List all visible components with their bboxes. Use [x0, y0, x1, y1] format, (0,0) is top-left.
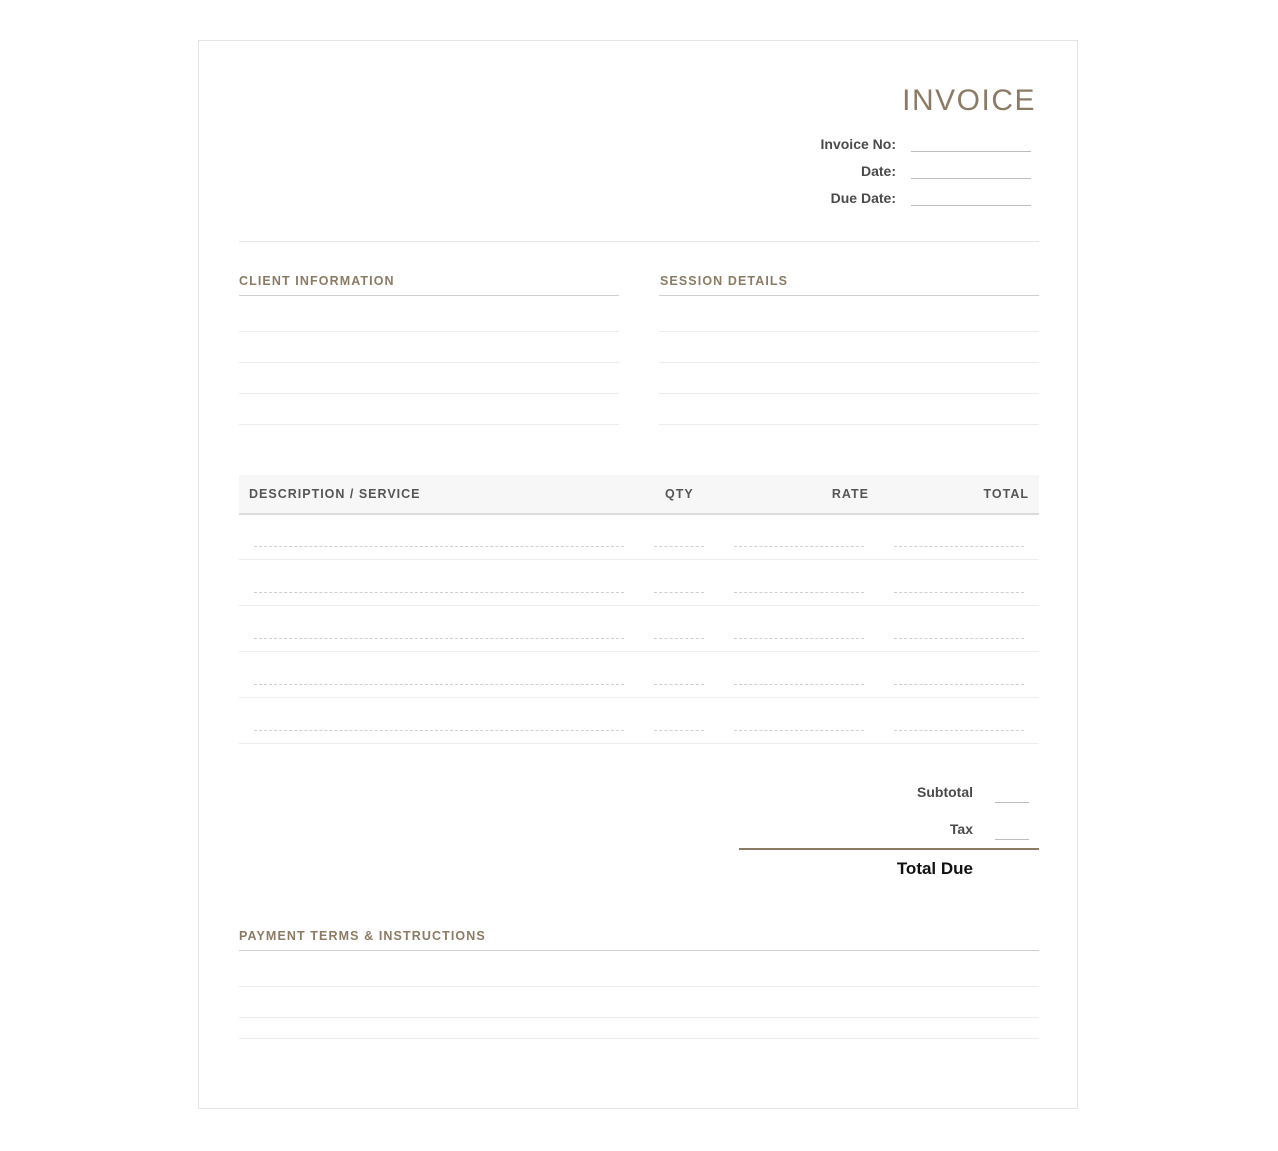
client-field-line-2[interactable] [239, 362, 619, 363]
description-field[interactable] [254, 638, 624, 639]
client-field-line-1[interactable] [239, 331, 619, 332]
invoice-title: INVOICE [902, 84, 1036, 117]
row-divider [239, 605, 1039, 606]
invoice-number-field[interactable] [911, 151, 1031, 152]
total-field[interactable] [894, 638, 1024, 639]
session-field-line-4[interactable] [659, 424, 1039, 425]
rate-field[interactable] [734, 592, 864, 593]
session-details-underline [659, 295, 1039, 296]
due-date-row [759, 189, 1079, 216]
payment-terms-line-2[interactable] [239, 1017, 1039, 1018]
date-label: Date: [860, 163, 896, 179]
column-header-qty: QTY [665, 487, 694, 501]
payment-terms-underline [239, 950, 1039, 951]
column-header-description: DESCRIPTION / SERVICE [249, 487, 421, 501]
invoice-number-row [759, 135, 1079, 162]
row-divider [239, 743, 1039, 744]
rate-field[interactable] [734, 638, 864, 639]
qty-field[interactable] [654, 546, 704, 547]
tax-field[interactable] [995, 839, 1029, 840]
row-divider [239, 651, 1039, 652]
due-date-label: Due Date: [830, 190, 896, 206]
subtotal-field[interactable] [995, 802, 1029, 803]
column-header-total: TOTAL [983, 487, 1029, 501]
qty-field[interactable] [654, 592, 704, 593]
client-field-line-4[interactable] [239, 424, 619, 425]
row-divider [239, 559, 1039, 560]
session-field-line-3[interactable] [659, 393, 1039, 394]
tax-label: Tax [949, 821, 973, 837]
rate-field[interactable] [734, 546, 864, 547]
column-header-rate: RATE [831, 487, 869, 501]
total-field[interactable] [894, 546, 1024, 547]
session-details-title: SESSION DETAILS [660, 274, 789, 288]
date-field[interactable] [911, 178, 1031, 179]
rate-field[interactable] [734, 730, 864, 731]
total-due-rule [739, 848, 1039, 850]
invoice-page [198, 40, 1078, 1109]
total-due-label: Total Due [896, 859, 973, 878]
client-field-line-3[interactable] [239, 393, 619, 394]
subtotal-label: Subtotal [917, 784, 973, 800]
date-row [759, 162, 1079, 189]
header-divider [239, 241, 1039, 242]
description-field[interactable] [254, 684, 624, 685]
qty-field[interactable] [654, 730, 704, 731]
invoice-number-label: Invoice No: [820, 136, 896, 152]
total-field[interactable] [894, 684, 1024, 685]
client-information-title: CLIENT INFORMATION [239, 274, 395, 288]
description-field[interactable] [254, 730, 624, 731]
total-field[interactable] [894, 592, 1024, 593]
qty-field[interactable] [654, 684, 704, 685]
description-field[interactable] [254, 592, 624, 593]
client-information-underline [239, 295, 619, 296]
payment-terms-line-1[interactable] [239, 986, 1039, 987]
line-items-table-header [239, 475, 1039, 515]
due-date-field[interactable] [911, 205, 1031, 206]
session-field-line-2[interactable] [659, 362, 1039, 363]
description-field[interactable] [254, 546, 624, 547]
session-field-line-1[interactable] [659, 331, 1039, 332]
qty-field[interactable] [654, 638, 704, 639]
row-divider [239, 697, 1039, 698]
payment-terms-title: PAYMENT TERMS & INSTRUCTIONS [239, 929, 486, 943]
total-field[interactable] [894, 730, 1024, 731]
rate-field[interactable] [734, 684, 864, 685]
payment-terms-line-3[interactable] [239, 1038, 1039, 1039]
